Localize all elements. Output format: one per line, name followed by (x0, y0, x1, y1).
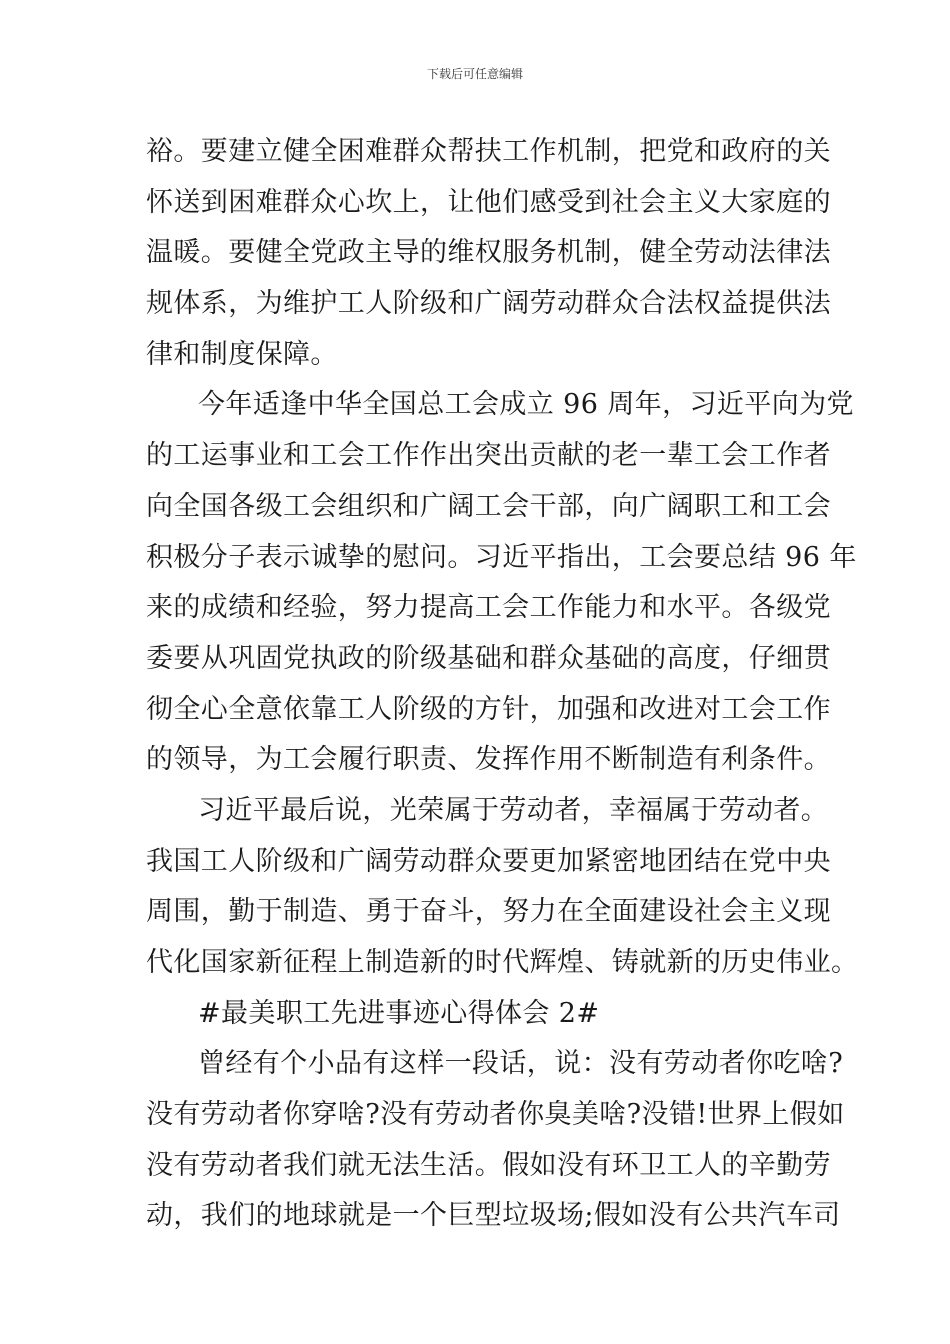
text-line: 彻全心全意依靠工人阶级的方针，加强和改进对工会工作 (146, 693, 831, 725)
text-line: 习近平最后说，光荣属于劳动者，幸福属于劳动者。 (198, 794, 829, 826)
text-line: 的领导，为工会履行职责、发挥作用不断制造有利条件。 (146, 744, 831, 776)
section-heading: #最美职工先进事迹心得体会 2# (198, 997, 600, 1029)
text-line: 周围，勤于制造、勇于奋斗，努力在全面建设社会主义现 (146, 896, 831, 928)
text-line: 的工运事业和工会工作作出突出贡献的老一辈工会工作者 (146, 440, 831, 472)
text-line: 来的成绩和经验，努力提高工会工作能力和水平。各级党 (146, 592, 831, 624)
text-line: 规体系，为维护工人阶级和广阔劳动群众合法权益提供法 (146, 288, 831, 320)
text-line: 向全国各级工会组织和广阔工会干部，向广阔职工和工会 (146, 490, 831, 522)
text-line: 律和制度保障。 (146, 338, 338, 370)
page-header: 下载后可任意编辑 (426, 67, 523, 81)
text-line: 曾经有个小品有这样一段话，说：没有劳动者你吃啥? (198, 1048, 844, 1080)
text-line: 今年适逢中华全国总工会成立 96 周年，习近平向为党 (198, 389, 854, 421)
text-line: 没有劳动者你穿啥?没有劳动者你臭美啥?没错!世界上假如 (146, 1099, 845, 1131)
text-line: 裕。要建立健全困难群众帮扶工作机制，把党和政府的关 (146, 136, 831, 167)
text-line: 积极分子表示诚挚的慰问。习近平指出，工会要总结 96 年 (146, 541, 857, 573)
text-line: 委要从巩固党执政的阶级基础和群众基础的高度，仔细贯 (146, 642, 831, 674)
text-line: 我国工人阶级和广阔劳动群众要更加紧密地团结在党中央 (146, 845, 831, 877)
text-line: 代化国家新征程上制造新的时代辉煌、铸就新的历史伟业。 (146, 947, 859, 978)
text-line: 温暖。要健全党政主导的维权服务机制，健全劳动法律法 (146, 237, 831, 269)
document-body (146, 127, 859, 1242)
text-line: 怀送到困难群众心坎上，让他们感受到社会主义大家庭的 (146, 186, 831, 218)
text-line: 动，我们的地球就是一个巨型垃圾场;假如没有公共汽车司 (146, 1200, 841, 1232)
text-line: 没有劳动者我们就无法生活。假如没有环卫工人的辛勤劳 (146, 1149, 831, 1181)
